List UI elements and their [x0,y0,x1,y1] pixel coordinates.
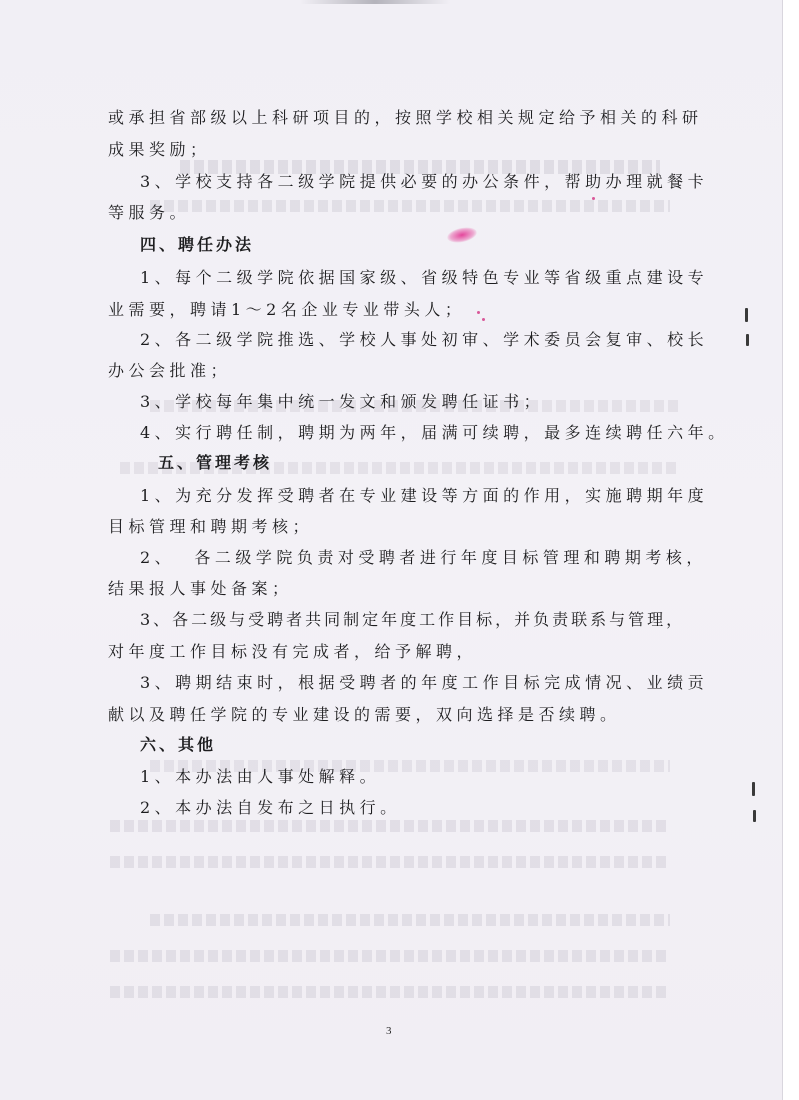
body-text-line: 对年度工作目标没有完成者，给予解聘， [108,642,478,661]
body-text-line: 目标管理和聘期考核； [108,517,314,536]
scan-margin [782,0,799,1100]
body-text-line: 2、各二级学院推选、学校人事处初审、学术委员会复审、校长 [140,330,709,349]
body-text-line: 结果报人事处备案； [108,579,293,598]
section-heading: 六、其他 [140,735,217,754]
binding-mark [746,334,749,346]
ink-dot [482,318,485,321]
body-text-line: 2、本办法自发布之日执行。 [140,798,401,817]
body-text-line: 3、学校支持各二级学院提供必要的办公条件，帮助办理就餐卡 [140,172,709,191]
binding-mark [752,782,755,796]
body-text-line: 1、每个二级学院依据国家级、省级特色专业等省级重点建设专 [140,268,709,287]
body-text-line: 4、实行聘任制，聘期为两年，届满可续聘，最多连续聘任六年。 [140,423,729,442]
body-text-line: 或承担省部级以上科研项目的，按照学校相关规定给予相关的科研 [108,108,703,127]
ink-dot [592,197,595,200]
body-text-line: 2、 各二级学院负责对受聘者进行年度目标管理和聘期考核， [140,548,707,567]
ink-stain [446,225,478,245]
scan-artifact [300,0,450,4]
bleed-through [150,914,670,926]
binding-mark [745,308,748,322]
bleed-through [110,986,670,998]
body-text-line: 3、聘期结束时，根据受聘者的年度工作目标完成情况、业绩贡 [140,673,709,692]
body-text-line: 办公会批准； [108,361,232,380]
body-text-line: 等服务。 [108,203,191,222]
bleed-through [150,200,670,212]
body-text-line: 1、为充分发挥受聘者在专业建设等方面的作用，实施聘期年度 [140,486,709,505]
body-text-line: 业需要，聘请1～2名企业专业带头人； [108,300,466,319]
bleed-through [110,856,670,868]
binding-mark [753,810,756,822]
body-text-line: 献以及聘任学院的专业建设的需要，双向选择是否续聘。 [108,705,621,724]
bleed-through [110,950,670,962]
section-heading: 五、管理考核 [158,453,273,472]
section-heading: 四、聘任办法 [140,235,255,254]
body-text-line: 3、学校每年集中统一发文和颁发聘任证书； [140,392,545,411]
page-number: 3 [386,1025,392,1037]
body-text-line: 3、各二级与受聘者共同制定年度工作目标，并负责联系与管理， [140,610,686,629]
bleed-through [110,820,670,832]
ink-dot [477,311,480,314]
body-text-line: 1、本办法由人事处解释。 [140,767,381,786]
body-text-line: 成果奖励； [108,140,211,159]
